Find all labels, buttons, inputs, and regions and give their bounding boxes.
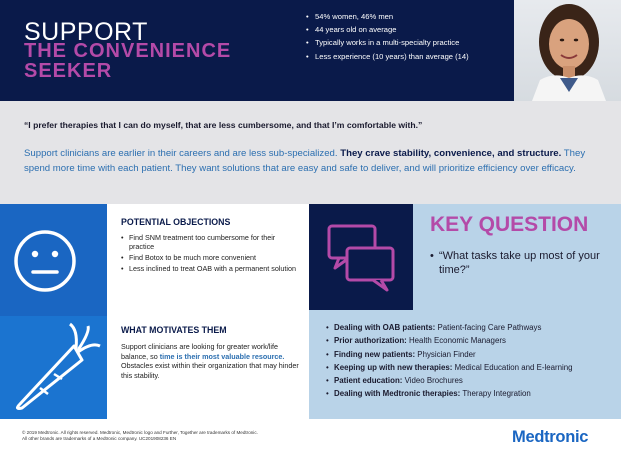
key-question-text: • “What tasks take up most of your time?” <box>430 249 600 277</box>
resource-value: Patient-facing Care Pathways <box>435 323 542 332</box>
title-line-1: SUPPORT <box>24 18 148 46</box>
title-line-2a: THE CONVENIENCE <box>24 40 232 62</box>
neutral-face-icon <box>0 204 107 316</box>
description-text-2: They spend more time with each patient. They want solutions that are easy and safe to deliver, and will prioritize efficiency over efficacy. <box>24 148 586 174</box>
resource-label: Dealing with Medtronic therapies: <box>334 389 461 399</box>
key-question-title: KEY QUESTION <box>430 213 589 236</box>
fact-item: • 44 years old on average <box>306 25 469 34</box>
objections-list <box>121 233 301 275</box>
resource-item <box>326 350 573 359</box>
persona-description <box>24 146 596 176</box>
resource-item <box>326 376 573 385</box>
resource-item <box>326 389 573 398</box>
objections-icon-tile <box>0 204 107 316</box>
resource-label: Prior authorization: <box>334 336 407 346</box>
objection-item: • Find SNM treatment too cumbersome for their practice <box>121 233 301 252</box>
motivates-icon-tile <box>0 316 107 419</box>
legal-text <box>22 430 258 443</box>
clinician-photo-illustration <box>514 0 621 101</box>
clinician-photo <box>514 0 621 101</box>
resource-value: Health Economic Managers <box>406 336 506 346</box>
fact-item: • 54% women, 46% men <box>306 12 469 21</box>
legal-line-1: © 2019 Medtronic. All rights reserved. Medtronic, Medtronic logo and Further, Together are trademarks of Medtronic. <box>22 430 258 435</box>
motivates-text-2: Obstacles exist within their organization that may hinder this stability. <box>121 361 299 380</box>
resource-value: Video Brochures <box>402 376 463 386</box>
resource-item <box>326 336 573 345</box>
speech-bubbles-icon <box>309 204 413 310</box>
resource-item <box>326 363 573 372</box>
motivates-text <box>121 342 301 380</box>
objection-item: • Less inclined to treat OAB with a permanent solution <box>121 264 301 273</box>
description-text-1: Support clinicians are earlier in their careers and are less sub-specialized. <box>24 148 341 159</box>
medtronic-logo: Medtronic <box>512 428 589 446</box>
resource-value: Therapy Integration <box>460 389 531 399</box>
fact-item: • Less experience (10 years) than average (14) <box>306 52 469 61</box>
objections-heading: POTENTIAL OBJECTIONS <box>121 217 231 227</box>
carrot-icon <box>0 316 107 419</box>
demographic-facts <box>306 12 469 65</box>
resource-value: Medical Education and E-learning <box>452 362 573 372</box>
key-question-icon-tile <box>309 204 413 310</box>
description-bold: They crave stability, convenience, and structure. <box>340 148 562 159</box>
motivates-bold: time is their most valuable resource. <box>159 351 285 361</box>
motivates-text-1: Support clinicians are looking for greater work/life balance, so <box>121 342 279 361</box>
persona-quote: “I prefer therapies that I can do myself, that are less cumbersome, and that I’m comfortable with.” <box>24 120 423 130</box>
resource-value: Physician Finder <box>415 349 476 359</box>
fact-item: • Typically works in a multi-specialty practice <box>306 38 469 47</box>
header-banner <box>0 0 621 101</box>
resource-item <box>326 323 573 332</box>
resource-label: Dealing with OAB patients: <box>334 323 436 332</box>
legal-line-2: All other brands are trademarks of a Medtronic company. UC201908236 EN <box>22 436 177 442</box>
title-line-2b: SEEKER <box>24 60 113 82</box>
motivates-heading: WHAT MOTIVATES THEM <box>121 325 227 335</box>
objection-item: • Find Botox to be much more convenient <box>121 253 301 262</box>
resource-label: Patient education: <box>334 376 403 386</box>
resource-label: Finding new patients: <box>334 349 416 359</box>
resource-label: Keeping up with new therapies: <box>334 362 453 372</box>
title-line-2 <box>24 41 231 81</box>
resources-list <box>326 323 573 403</box>
